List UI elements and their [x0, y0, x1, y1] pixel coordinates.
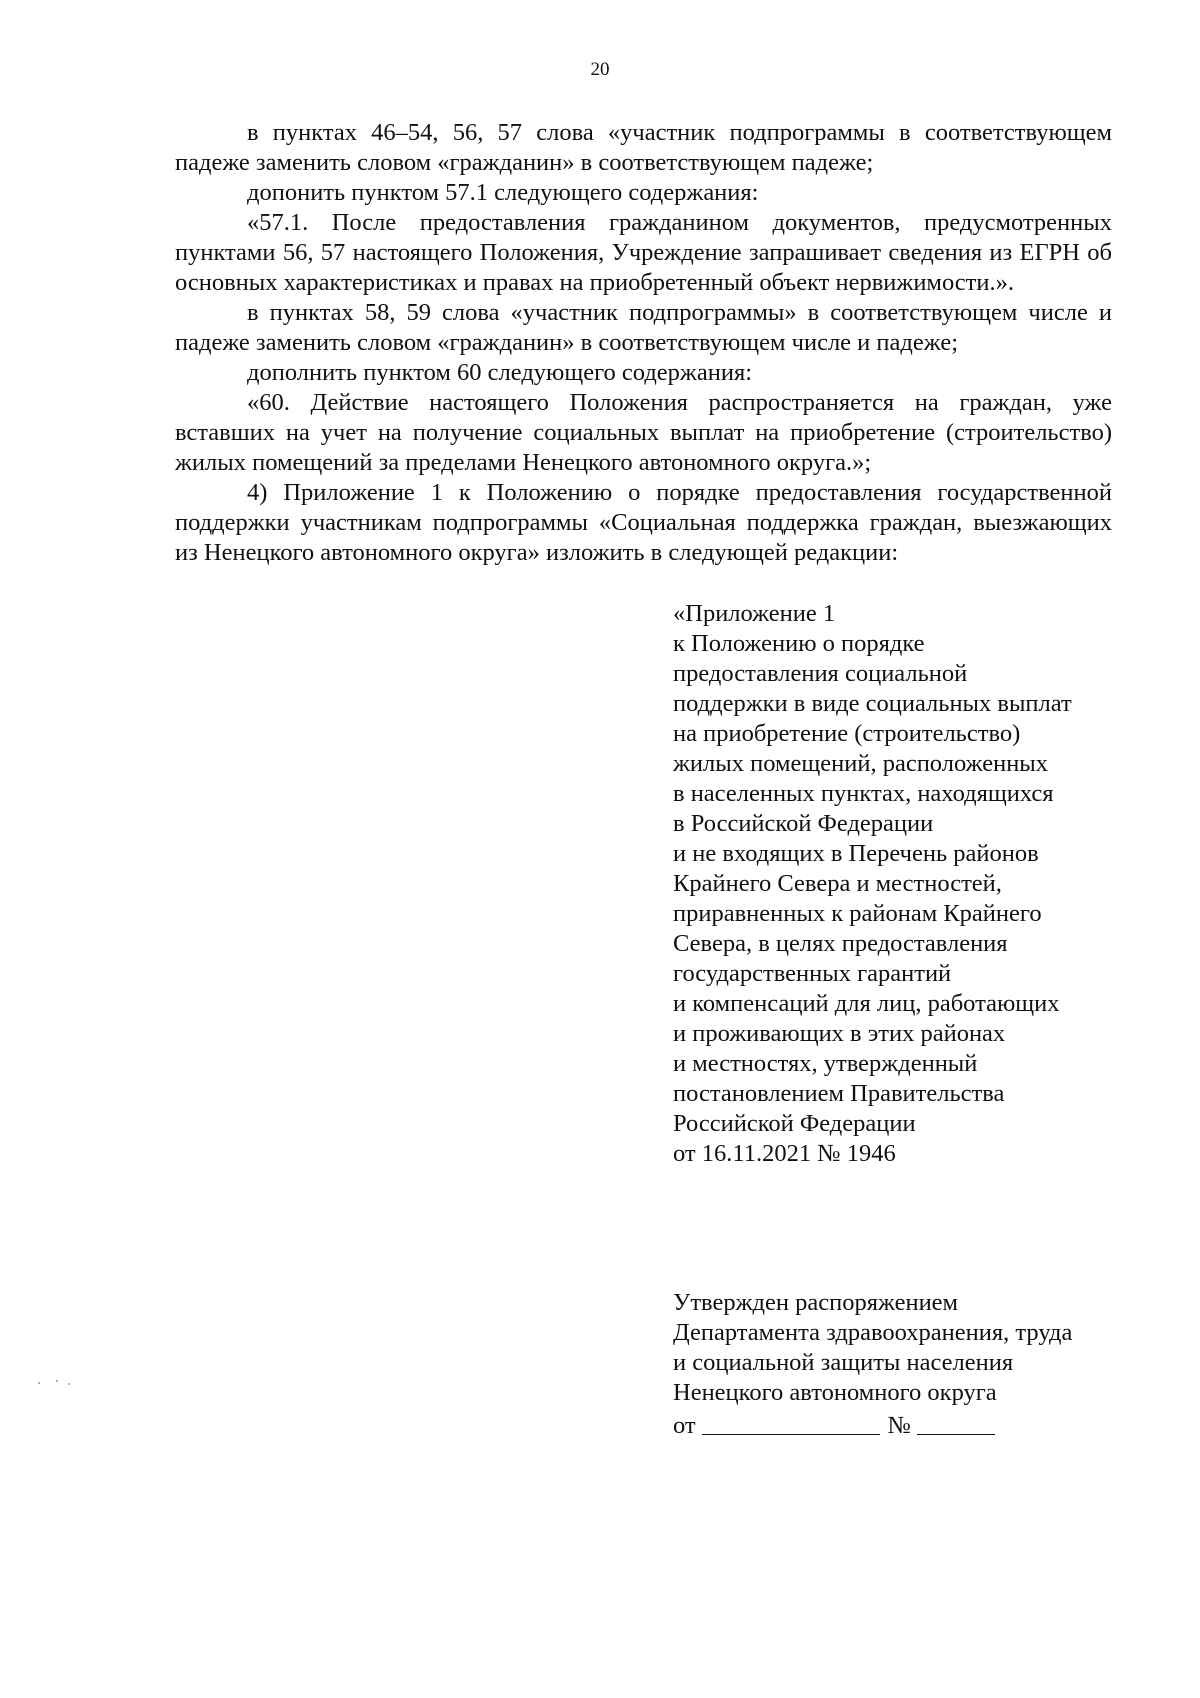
- appendix-header: [673, 599, 1133, 1169]
- appendix-line: жилых помещений, расположенных: [673, 750, 1049, 777]
- approval-line: Утвержден распоряжением: [673, 1289, 959, 1316]
- appendix-line: Севера, в целях предоставления: [673, 930, 1008, 957]
- appendix-line: поддержки в виде социальных выплат: [673, 690, 1072, 717]
- scan-speck: [38, 1380, 78, 1386]
- appendix-line: и проживающих в этих районах: [673, 1020, 1006, 1047]
- date-prefix: от: [673, 1412, 696, 1439]
- paragraph-amend-46-57: в пунктах 46–54, 56, 57 слова «участник подпрограммы в соответствующем падеже заменить словом «гражданин» в соответствующем падеже;: [175, 119, 1112, 176]
- approval-line: Ненецкого автономного округа: [673, 1379, 997, 1406]
- paragraph-appendix-1-amend: 4) Приложение 1 к Положению о порядке предоставления государственной поддержки участникам подпрограммы «Социальная поддержка граждан, выезжающих из Ненецкого автономного округа» изложить в следующей редакции:: [175, 479, 1112, 566]
- appendix-line: и компенсаций для лиц, работающих: [673, 990, 1060, 1017]
- appendix-line: и местностях, утвержденный: [673, 1050, 978, 1077]
- appendix-line: и не входящих в Перечень районов: [673, 840, 1039, 867]
- appendix-line: «Приложение 1: [673, 600, 836, 627]
- approval-date-number-line: [673, 1408, 1133, 1441]
- number-sign: №: [887, 1412, 912, 1439]
- appendix-line: предоставления социальной: [673, 660, 968, 687]
- document-body: [175, 118, 1112, 568]
- paragraph-57-1-text: «57.1. После предоставления гражданином документов, предусмотренных пунктами 56, 57 настоящего Положения, Учреждение запрашивает сведения из ЕГРН об основных характеристиках и правах на приобретенный объект нервижимости.».: [175, 209, 1112, 296]
- paragraph-amend-58-59: в пунктах 58, 59 слова «участник подпрограммы» в соответствующем числе и падеже заменить словом «гражданин» в соответствующем числе и падеже;: [175, 299, 1112, 356]
- appendix-line: приравненных к районам Крайнего: [673, 900, 1042, 927]
- appendix-line: Российской Федерации: [673, 1110, 916, 1137]
- paragraph-add-57-1: допонить пунктом 57.1 следующего содержания:: [247, 179, 759, 206]
- approval-line: и социальной защиты населения: [673, 1349, 1014, 1376]
- appendix-line: постановлением Правительства: [673, 1080, 1005, 1107]
- appendix-line: в Российской Федерации: [673, 810, 934, 837]
- appendix-line: к Положению о порядке: [673, 630, 925, 657]
- appendix-line: Крайнего Севера и местностей,: [673, 870, 1002, 897]
- appendix-line: на приобретение (строительство): [673, 720, 1021, 747]
- date-blank: [702, 1410, 880, 1435]
- appendix-line: в населенных пунктах, находящихся: [673, 780, 1054, 807]
- number-blank: [917, 1410, 995, 1435]
- approval-block: [673, 1288, 1133, 1441]
- appendix-line: от 16.11.2021 № 1946: [673, 1140, 896, 1167]
- paragraph-60-text: «60. Действие настоящего Положения распространяется на граждан, уже вставших на учет на получение социальных выплат на приобретение (строительство) жилых помещений за пределами Ненецкого автономного округа.»;: [175, 389, 1112, 476]
- appendix-line: государственных гарантий: [673, 960, 952, 987]
- page-number: 20: [590, 59, 610, 80]
- paragraph-add-60: дополнить пунктом 60 следующего содержания:: [247, 359, 753, 386]
- approval-line: Департамента здравоохранения, труда: [673, 1319, 1073, 1346]
